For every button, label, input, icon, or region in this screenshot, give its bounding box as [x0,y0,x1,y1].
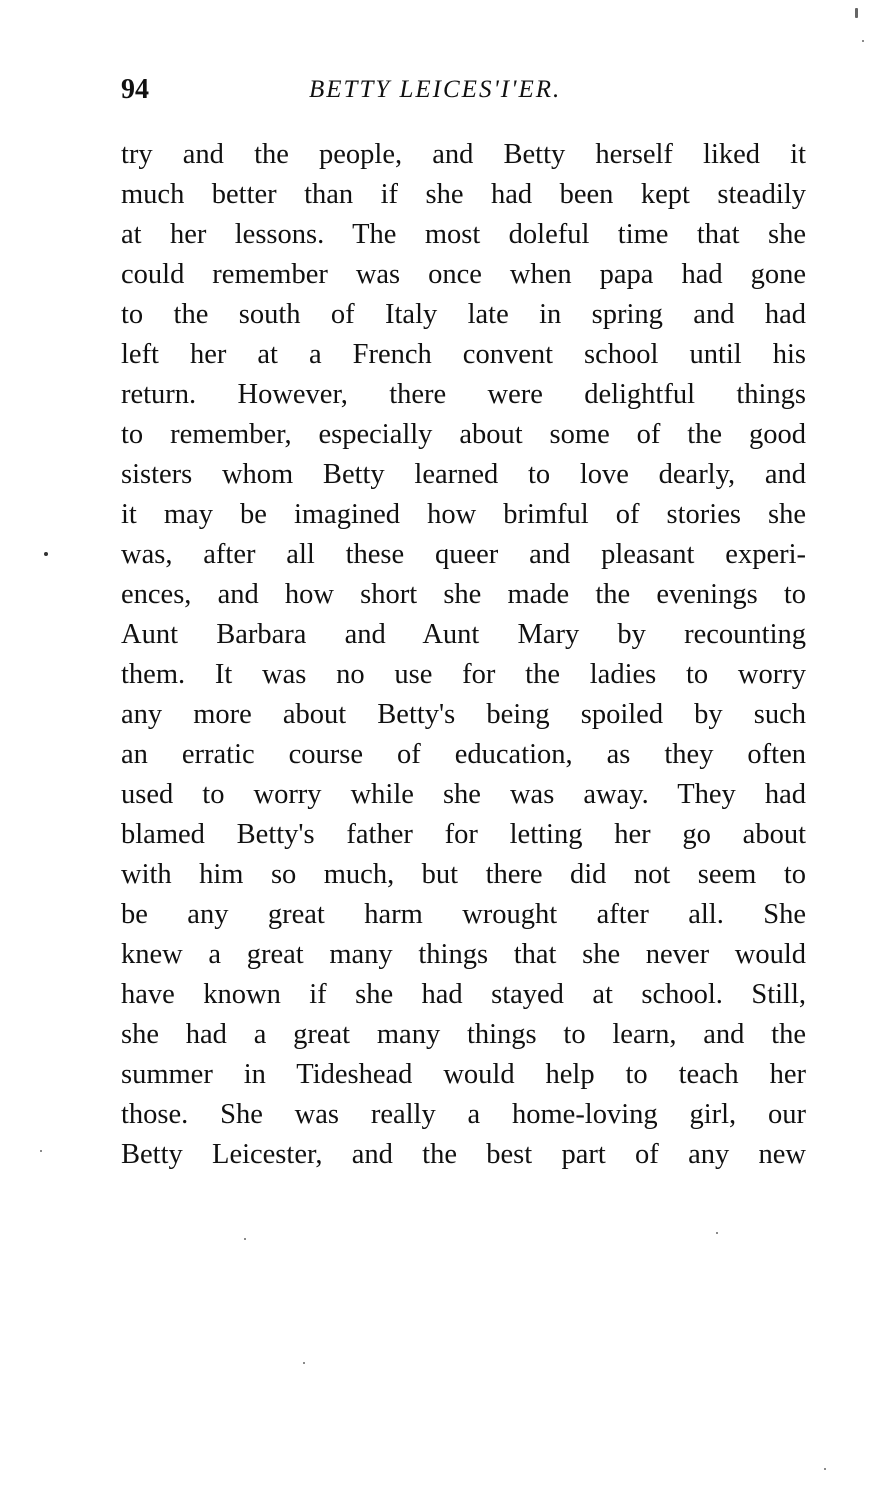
text-line: them. It was no use for the ladies to worry [121,659,806,690]
scan-speck [824,1468,826,1470]
text-line: to remember, especially about some of the good [121,419,806,450]
text-line: used to worry while she was away. They had [121,779,806,810]
scan-speck [44,552,48,556]
text-line: she had a great many things to learn, and the [121,1019,806,1050]
scan-speck [716,1232,718,1234]
text-line: sisters whom Betty learned to love dearly, and [121,459,806,490]
text-line: blamed Betty's father for letting her go about [121,819,806,850]
scan-speck [855,8,858,18]
text-line: be any great harm wrought after all. She [121,899,806,930]
scan-speck [40,1150,42,1152]
running-head: BETTY LEICES'I'ER. [309,76,562,103]
text-line: knew a great many things that she never would [121,939,806,970]
text-line: return. However, there were delightful things [121,379,806,410]
text-line: any more about Betty's being spoiled by such [121,699,806,730]
body-text [121,135,806,1175]
text-line: it may be imagined how brimful of stories she [121,499,806,530]
scan-speck [862,40,864,42]
text-line: try and the people, and Betty herself liked it [121,139,806,170]
text-line: much better than if she had been kept steadily [121,179,806,210]
page-header [121,74,806,114]
text-line: have known if she had stayed at school. Still, [121,979,806,1010]
text-line: Betty Leicester, and the best part of any new [121,1139,806,1170]
text-line: left her at a French convent school until his [121,339,806,370]
text-line: could remember was once when papa had gone [121,259,806,290]
page-number: 94 [121,74,149,105]
text-line: Aunt Barbara and Aunt Mary by recounting [121,619,806,650]
scan-speck [303,1362,305,1364]
scan-speck [244,1238,246,1240]
text-line: an erratic course of education, as they often [121,739,806,770]
text-line: at her lessons. The most doleful time that she [121,219,806,250]
text-line: those. She was really a home-loving girl, our [121,1099,806,1130]
text-line: to the south of Italy late in spring and had [121,299,806,330]
text-line: summer in Tideshead would help to teach her [121,1059,806,1090]
text-line: ences, and how short she made the evenings to [121,579,806,610]
text-line: with him so much, but there did not seem to [121,859,806,890]
text-line: was, after all these queer and pleasant experi- [121,539,806,570]
